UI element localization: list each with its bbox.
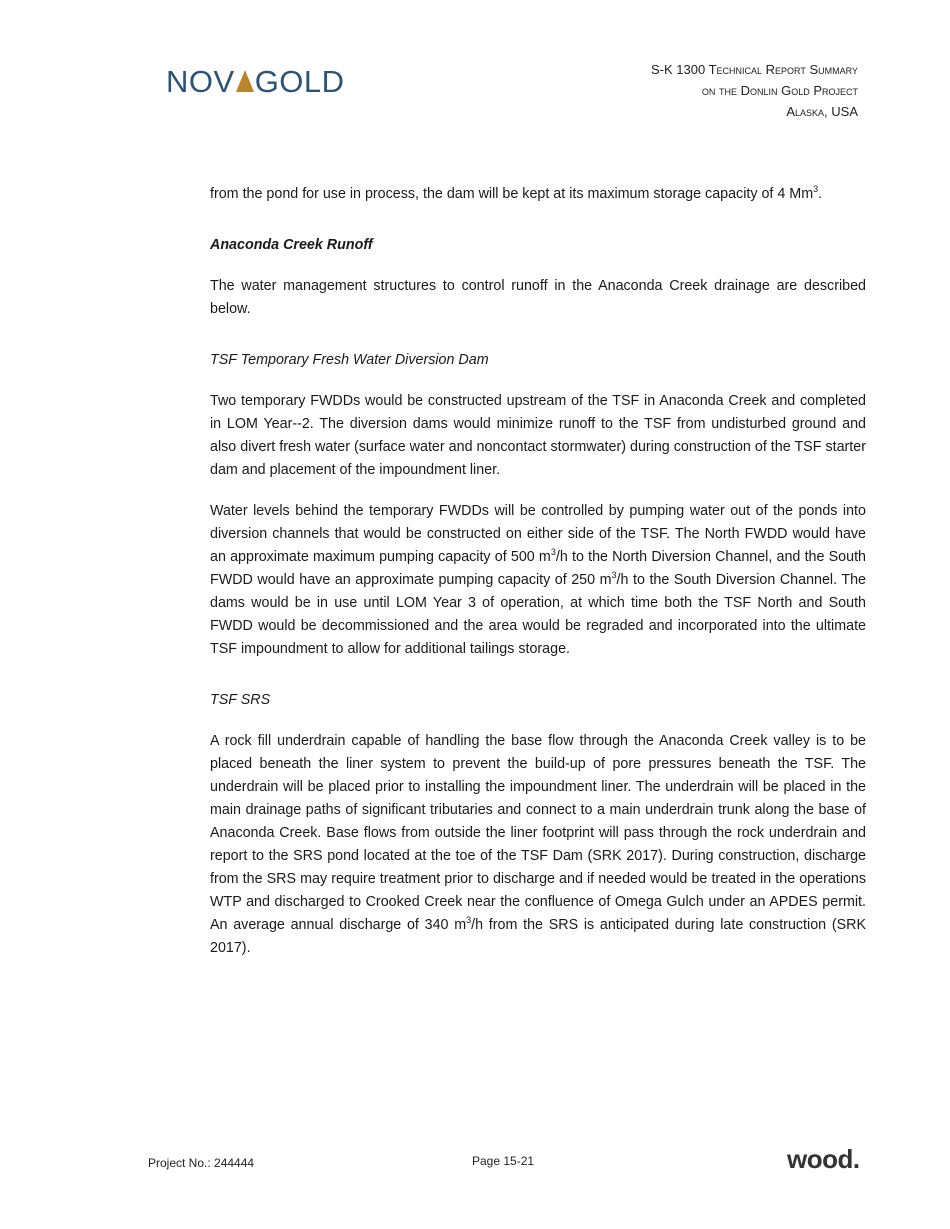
subheading-srs: TSF SRS <box>210 692 271 708</box>
page-number: Page 15-21 <box>472 1154 535 1168</box>
subheading-fwdd: TSF Temporary Fresh Water Diversion Dam <box>210 352 489 368</box>
paragraph-srs-part-b: /h from the SRS is anticipated during late construction (SRK 2017). <box>210 917 866 956</box>
paragraph-intro <box>210 183 866 206</box>
paragraph-intro-end: . <box>818 186 823 202</box>
paragraph-srs <box>210 730 866 960</box>
novagold-logo <box>166 64 345 100</box>
page-body <box>210 183 866 960</box>
paragraph-intro-text: from the pond for use in process, the dam will be kept at its maximum storage capacity of 4 Mm <box>210 186 814 202</box>
logo-text-right: GOLD <box>254 64 345 99</box>
superscript: 3 <box>611 570 617 581</box>
paragraph-fwdd-1: Two temporary FWDDs would be constructed upstream of the TSF in Anaconda Creek and completed in LOM Year‑-2. The diversion dams would minimize runoff to the TSF from undisturbed ground and also divert fresh water (surface water and noncontact stormwater) during construction of the TSF starter dam and placement of the impoundment liner. <box>210 393 866 478</box>
header-line-1: S-K 1300 Technical Report Summary <box>651 62 858 77</box>
wood-logo: wood. <box>787 1144 860 1174</box>
paragraph-fwdd-2-part-c: /h to the South Diversion Channel. The dams would be in use until LOM Year 3 of operation, at which time both the TSF North and South FWDD would be decommissioned and the area would be regraded and incorporated into the ultimate TSF impoundment to allow for additional tailings storage. <box>210 572 866 657</box>
section-heading-anaconda: Anaconda Creek Runoff <box>210 237 373 253</box>
superscript: 3 <box>550 547 556 558</box>
superscript: 3 <box>466 915 472 926</box>
logo-text-left: NOV <box>166 64 235 99</box>
paragraph-anaconda: The water management structures to control runoff in the Anaconda Creek drainage are described below. <box>210 278 866 317</box>
header-line-3: Alaska, USA <box>786 104 858 119</box>
superscript: 3 <box>813 184 819 195</box>
project-number: Project No.: 244444 <box>148 1156 255 1170</box>
paragraph-fwdd-2-part-b: /h to the North Diversion Channel, and the South FWDD would have an approximate pumping capacity of 250 m <box>210 549 866 588</box>
report-header <box>651 59 858 122</box>
paragraph-fwdd-2 <box>210 500 866 661</box>
paragraph-fwdd-2-part-a: Water levels behind the temporary FWDDs will be controlled by pumping water out of the ponds into diversion channels that would be constructed on either side of the TSF. The North FWDD would have an approximate maximum pumping capacity of 500 m <box>210 503 866 565</box>
paragraph-srs-part-a: A rock fill underdrain capable of handling the base flow through the Anaconda Creek valley is to be placed beneath the liner system to prevent the build-up of pore pressures beneath the TSF. The underdrain will be placed prior to installing the impoundment liner. The underdrain will be placed in the main drainage paths of significant tributaries and connect to a main underdrain trunk along the base of Anaconda Creek. Base flows from outside the liner footprint will pass through the rock underdrain and report to the SRS pond located at the toe of the TSF Dam (SRK 2017). During construction, discharge from the SRS may require treatment prior to discharge and if needed would be treated in the operations WTP and discharged to Crooked Creek near the confluence of Omega Gulch under an APDES permit. An average annual discharge of 340 m <box>210 733 866 933</box>
logo-triangle-icon <box>236 70 254 92</box>
header-line-2: on the Donlin Gold Project <box>701 83 858 98</box>
